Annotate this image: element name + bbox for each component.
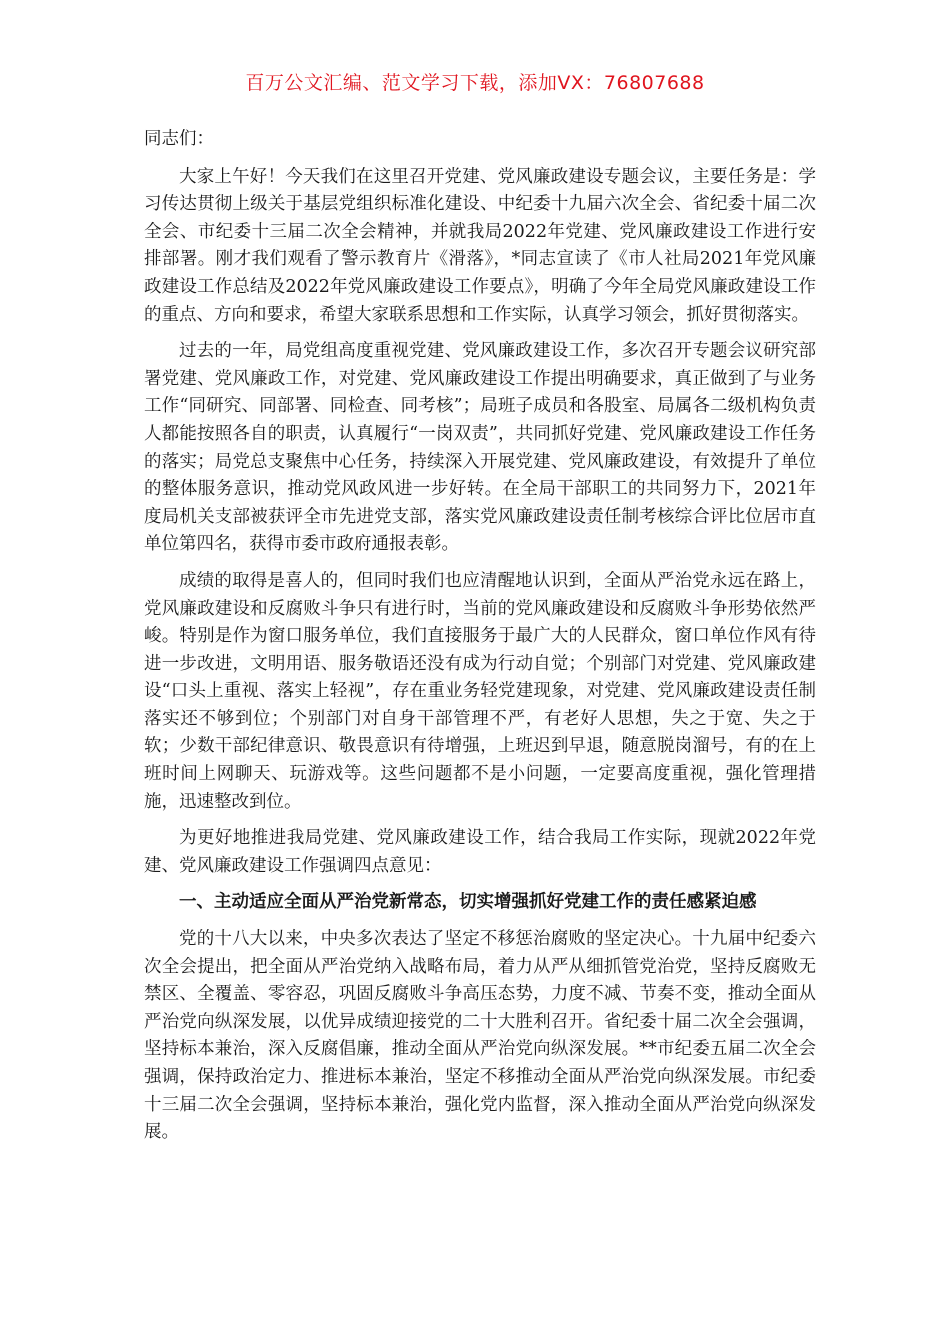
- paragraph-intro-points: 为更好地推进我局党建、党风廉政建设工作，结合我局工作实际，现就2022年党建、党风廉政建设工作强调四点意见：: [144, 828, 816, 876]
- paragraph-problems: 成绩的取得是喜人的，但同时我们也应清醒地认识到，全面从严治党永远在路上，党风廉政建设和反腐败斗争只有进行时，当前的党风廉政建设和反腐败斗争形势依然严峻。特别是作为窗口服务单位，我们直接服务于最广大的人民群众，窗口单位作风有待进一步改进，文明用语、服务敬语还没有成为行动自觉；个别部门对党建、党风廉政建设“口头上重视、落实上轻视”，存在重业务轻党建现象，对党建、党风廉政建设责任制落实还不够到位；个别部门对自身干部管理不严，有老好人思想，失之于宽、失之于软；少数干部纪律意识、敬畏意识有待增强，上班迟到早退，随意脱岗溜号，有的在上班时间上网聊天、玩游戏等。这些问题都不是小问题，一定要高度重视，强化管理措施，迅速整改到位。: [144, 570, 816, 812]
- salutation: 同志们：: [144, 129, 214, 149]
- promo-banner: 百万公文汇编、范文学习下载，添加VX：76807688: [245, 72, 705, 94]
- section-heading-1: 一、主动适应全面从严治党新常态，切实增强抓好党建工作的责任感紧迫感: [179, 892, 757, 913]
- paragraph-section-1: 党的十八大以来，中央多次表达了坚定不移惩治腐败的坚定决心。十九届中纪委六次全会提出，把全面从严治党纳入战略布局，着力从严从细抓管党治党，坚持反腐败无禁区、全覆盖、零容忍，巩固反腐败斗争高压态势，力度不减、节奏不变，推动全面从严治党向纵深发展，以优异成绩迎接党的二十大胜利召开。省纪委十届二次全会强调，坚持标本兼治，深入反腐倡廉，推动全面从严治党向纵深发展。**市纪委五届二次全会强调，保持政治定力、推进标本兼治，坚定不移推动全面从严治党向纵深发展。市纪委十三届二次全会强调，坚持标本兼治，强化党内监督，深入推动全面从严治党向纵深发展。: [144, 929, 816, 1143]
- paragraph-review: 过去的一年，局党组高度重视党建、党风廉政建设工作，多次召开专题会议研究部署党建、党风廉政工作，对党建、党风廉政建设工作提出明确要求，真正做到了与业务工作“同研究、同部署、同检查、同考核”；局班子成员和各股室、局属各二级机构负责人都能按照各自的职责，认真履行“一岗双责”，共同抓好党建、党风廉政建设工作任务的落实；局党总支聚焦中心任务，持续深入开展党建、党风廉政建设，有效提升了单位的整体服务意识，推动党风政风进一步好转。在全局干部职工的共同努力下，2021年度局机关支部被获评全市先进党支部，落实党风廉政建设责任制考核综合评比位居市直单位第四名，获得市委市政府通报表彰。: [144, 341, 816, 555]
- document-body: [144, 126, 816, 1156]
- paragraph-opening: 大家上午好！今天我们在这里召开党建、党风廉政建设专题会议，主要任务是：学习传达贯彻上级关于基层党组织标准化建设、中纪委十九届六次全会、省纪委十届二次全会、市纪委十三届二次全会精神，并就我局2022年党建、党风廉政建设工作进行安排部署。刚才我们观看了警示教育片《滑落》，*同志宣读了《市人社局2021年党风廉政建设工作总结及2022年党风廉政建设工作要点》，明确了今年全局党风廉政建设工作的重点、方向和要求，希望大家联系思想和工作实际，认真学习领会，抓好贯彻落实。: [144, 166, 816, 325]
